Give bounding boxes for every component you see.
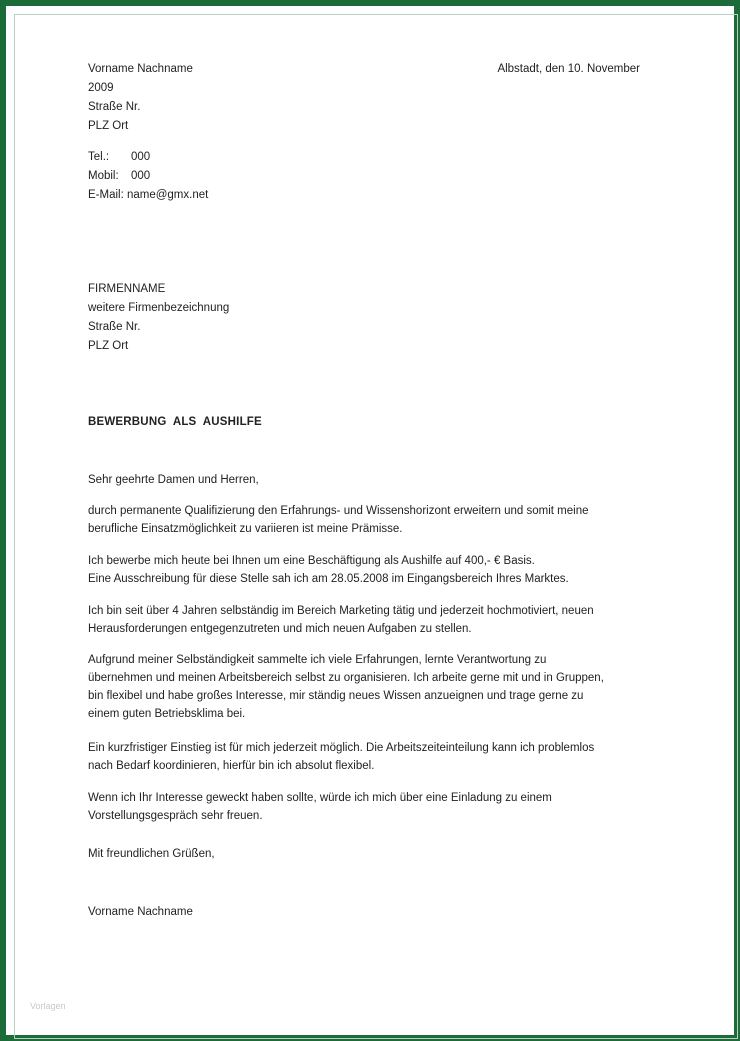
paragraph-line: übernehmen und meinen Arbeitsbereich selbst zu organisieren. Ich arbeite gerne mit und in Gruppen, — [88, 672, 604, 684]
mobil-value: 000 — [131, 170, 151, 182]
paragraph-line: durch permanente Qualifizierung den Erfahrungs- und Wissenshorizont erweitern und somit meine — [88, 505, 589, 517]
email-line: E-Mail: name@gmx.net — [88, 189, 209, 201]
recipient-block — [88, 280, 644, 356]
paragraph-line: Aufgrund meiner Selbständigkeit sammelte ich viele Erfahrungen, lernte Verantwortung zu — [88, 654, 547, 666]
paragraph-line: Eine Ausschreibung für diese Stelle sah ich am 28.05.2008 im Eingangsbereich Ihres Marktes. — [88, 573, 569, 585]
paragraph-line: bin flexibel und habe großes Interesse, mir ständig neues Wissen anzueignen und trage gerne zu — [88, 690, 584, 702]
mobil-row — [88, 167, 644, 186]
signature-name: Vorname Nachname — [88, 906, 193, 918]
watermark-text: Vorlagen — [30, 1001, 66, 1011]
paragraph-line: nach Bedarf koordinieren, hierfür bin ich absolut flexibel. — [88, 760, 375, 772]
letter-subject: BEWERBUNG ALS AUSHILFE — [88, 416, 262, 428]
salutation: Sehr geehrte Damen und Herren, — [88, 474, 259, 486]
recipient-city: PLZ Ort — [88, 340, 129, 352]
paragraph-3 — [88, 602, 644, 638]
paragraph-line: Ein kurzfristiger Einstieg ist für mich jederzeit möglich. Die Arbeitszeiteinteilung kann ich problemlos — [88, 742, 595, 754]
tel-row — [88, 148, 644, 167]
recipient-street: Straße Nr. — [88, 321, 141, 333]
letter-date: Albstadt, den 10. November — [497, 63, 640, 75]
sender-name: Vorname Nachname — [88, 63, 193, 75]
tel-label: Tel.: — [88, 151, 110, 163]
paragraph-line: Herausforderungen entgegenzutreten und mich neuen Aufgaben zu stellen. — [88, 623, 472, 635]
paragraph-5 — [88, 739, 644, 775]
closing: Mit freundlichen Grüßen, — [88, 848, 215, 860]
paragraph-line: Ich bin seit über 4 Jahren selbständig im Bereich Marketing tätig und jederzeit hochmotiviert, neuen — [88, 605, 594, 617]
paragraph-4 — [88, 651, 644, 723]
recipient-extra: weitere Firmenbezeichnung — [88, 302, 230, 314]
sender-line2: 2009 — [88, 82, 114, 94]
paragraph-line: einem guten Betriebsklima bei. — [88, 708, 246, 720]
sender-city: PLZ Ort — [88, 120, 129, 132]
paragraph-6 — [88, 789, 644, 825]
tel-value: 000 — [131, 151, 151, 163]
mobil-label: Mobil: — [88, 170, 119, 182]
paragraph-1 — [88, 502, 644, 538]
contact-block — [88, 148, 644, 205]
paragraph-line: Vorstellungsgespräch sehr freuen. — [88, 810, 263, 822]
paragraph-line: Wenn ich Ihr Interesse geweckt haben sollte, würde ich mich über eine Einladung zu einem — [88, 792, 552, 804]
paragraph-line: berufliche Einsatzmöglichkeit zu variieren ist meine Prämisse. — [88, 523, 403, 535]
recipient-company: FIRMENNAME — [88, 283, 166, 295]
sender-street: Straße Nr. — [88, 101, 141, 113]
paragraph-line: Ich bewerbe mich heute bei Ihnen um eine Beschäftigung als Aushilfe auf 400,- € Basis. — [88, 555, 535, 567]
paragraph-2 — [88, 552, 644, 588]
